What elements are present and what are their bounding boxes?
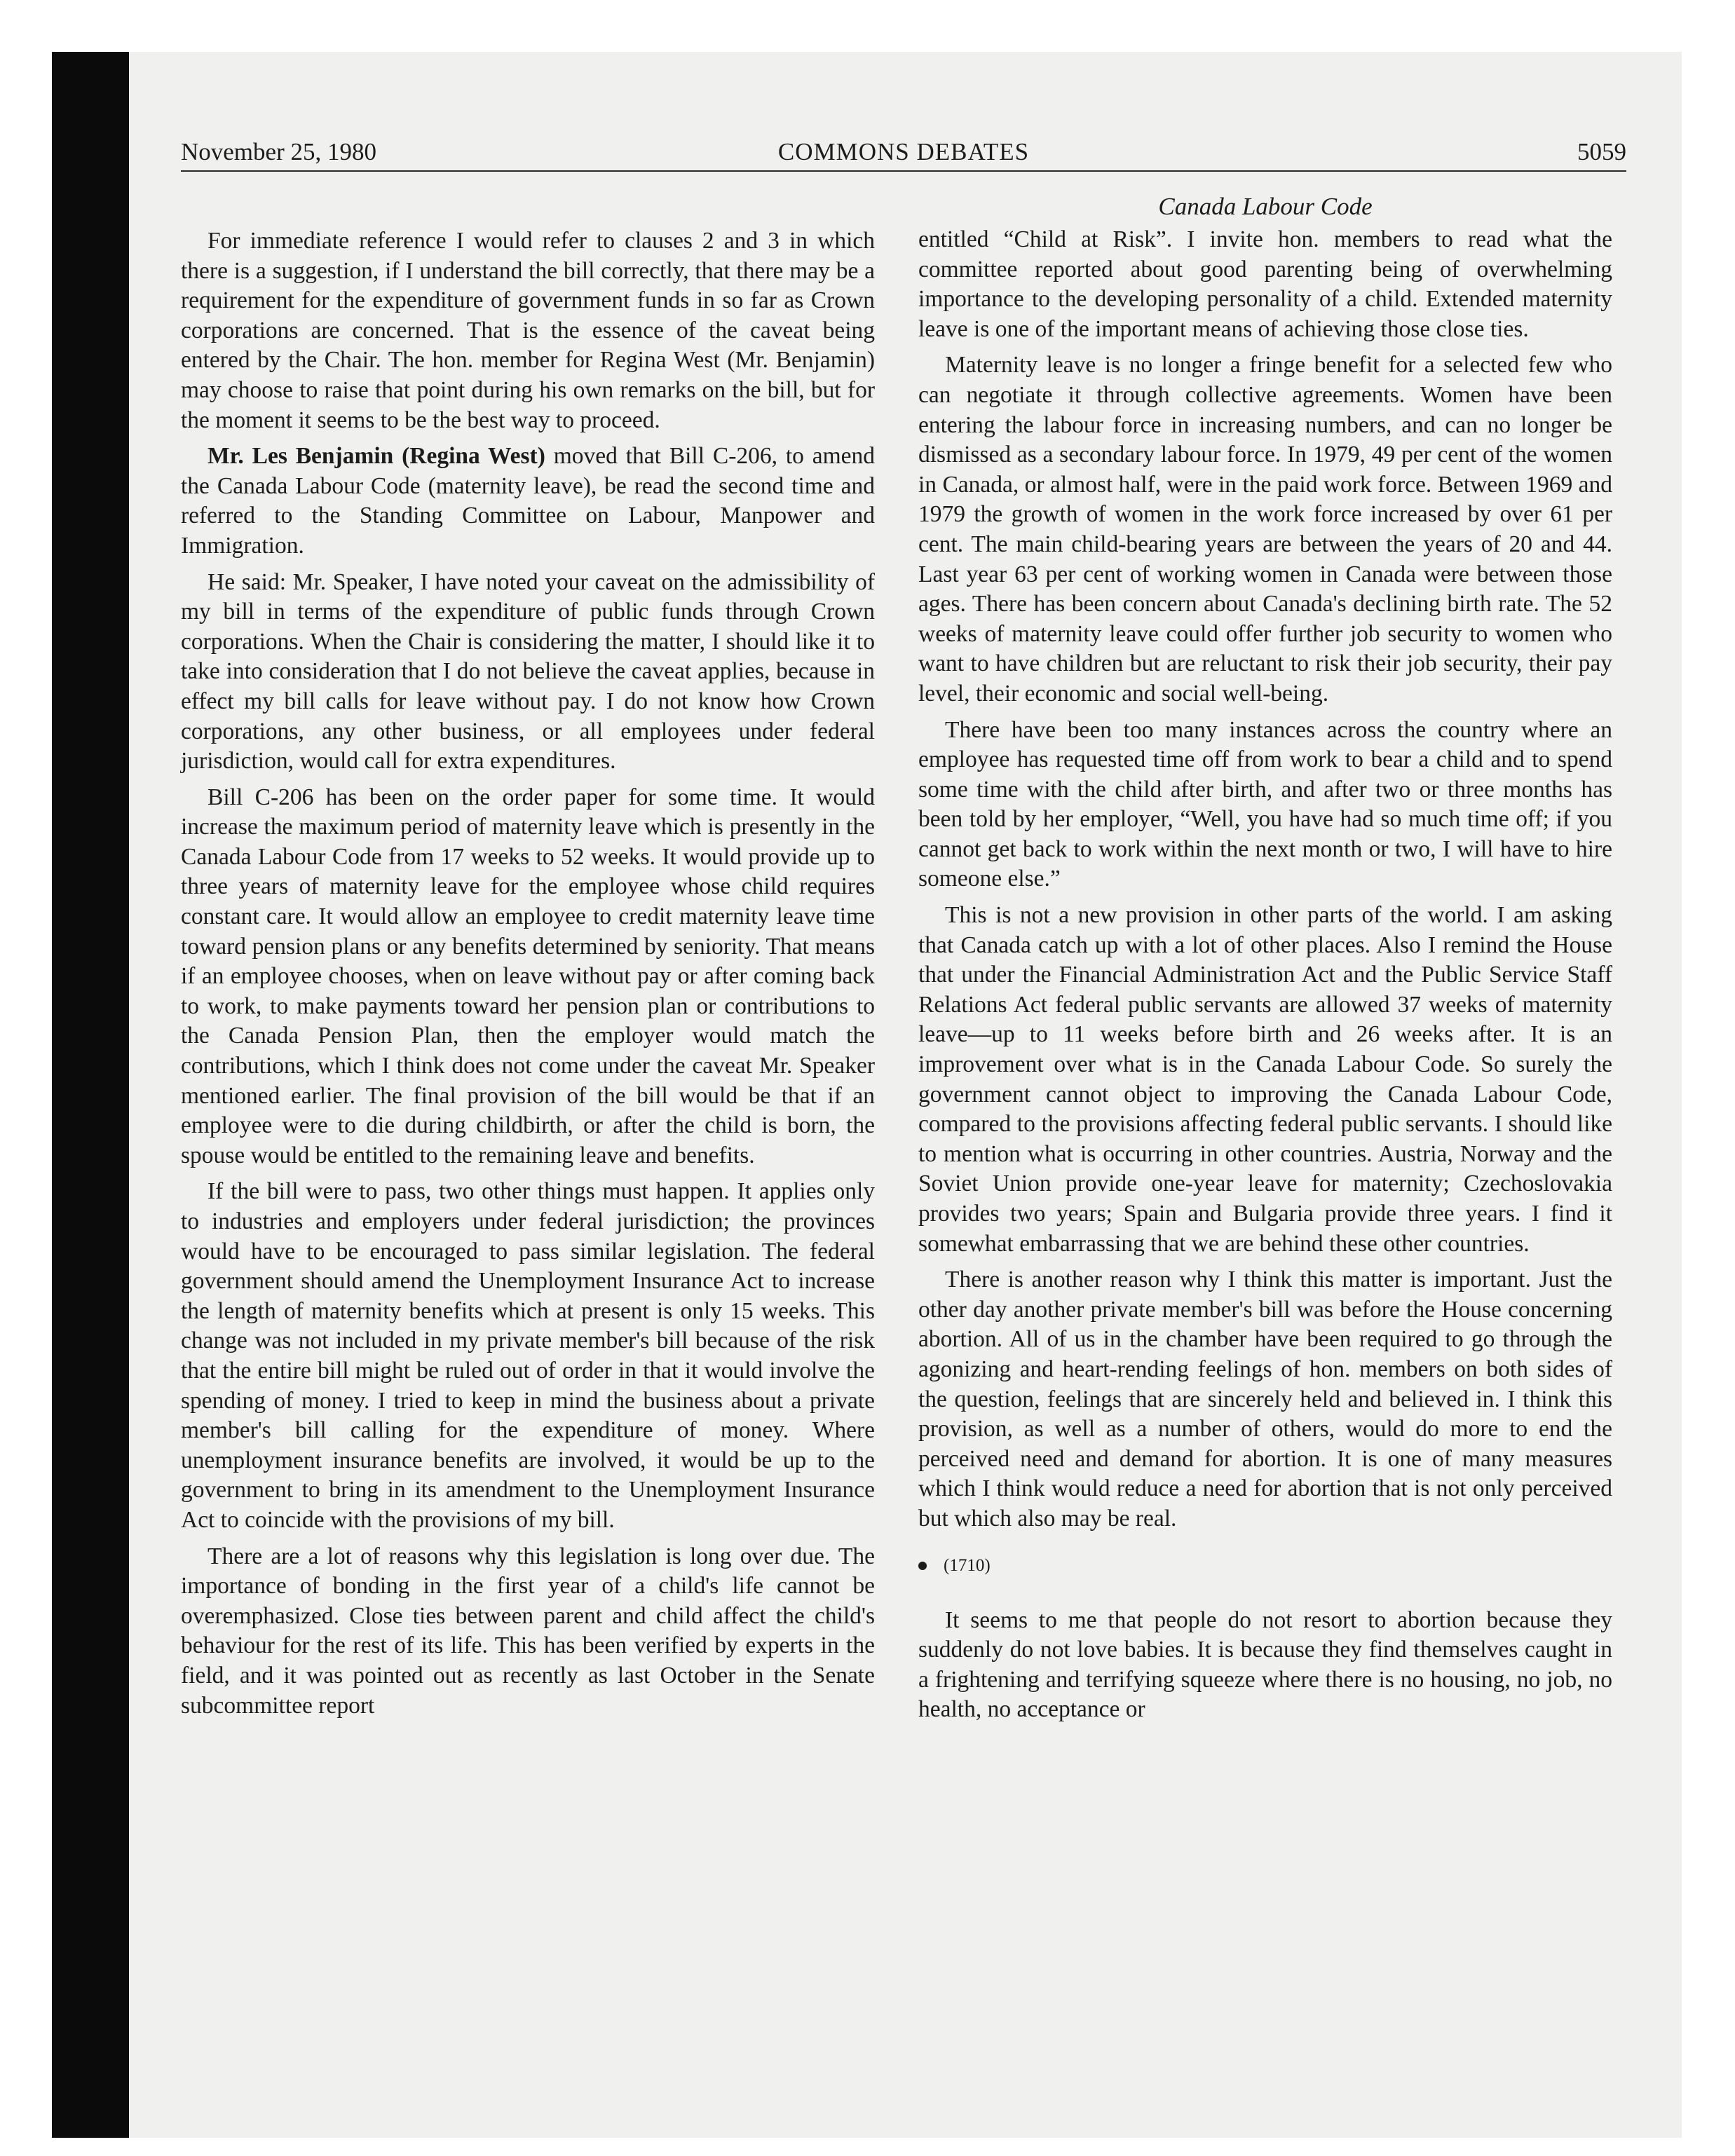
- paragraph: There is another reason why I think this matter is important. Just the other day another private member's bill was before the House concerning abortion. All of us in the chamber have been required to go through the agonizing and heart-rending feelings of hon. members on both sides of the question, feelings that are sincerely held and believed in. I think this provision, as well as a number of others, would do more to end the perceived need and demand for abortion. It is one of many measures which I think would reduce a need for abortion that is not only perceived but which also may be real.: [918, 1267, 1612, 1531]
- paragraph: There are a lot of reasons why this legislation is long over due. The importance of bonding in the first year of a child's life cannot be overemphasized. Close ties between parent and child affect the child's behaviour for the rest of its life. This has been verified by experts in the field, and it was pointed out as recently as last October in the Senate subcommittee report: [181, 1543, 875, 1719]
- paragraph: It seems to me that people do not resort to abortion because they suddenly do not love babies. It is because they find themselves caught in a frightening and terrifying squeeze where there is no housing, no job, no health, no acceptance or: [918, 1606, 1612, 1723]
- paragraph: Maternity leave is no longer a fringe benefit for a selected few who can negotiate it through collective agreements. Women have been entering the labour force in increasing numbers, and can no longer be dismissed as a secondary labour force. In 1979, 49 per cent of the women in Canada, or almost half, were in the paid work force. Between 1969 and 1979 the growth of women in the work force increased by over 61 per cent. The main child-bearing years are between the years of 20 and 44. Last year 63 per cent of working women in Canada were between those ages. There has been concern about Canada's declining birth rate. The 52 weeks of maternity leave could offer further job security to women who want to have children but are reluctant to risk their job security, their pay level, their economic and social well-being.: [918, 352, 1612, 707]
- binding-edge: [52, 52, 129, 2138]
- paragraph: There have been too many instances across the country where an employee has requested time off from work to bear a child and to spend some time with the child after birth, and after two or three months has been told by her employer, “Well, you have had so much time off; if you cannot get back to work within the next month or two, I will have to hire someone else.”: [918, 716, 1612, 892]
- hansard-page: [181, 137, 1626, 1723]
- bullet-icon: [918, 1562, 927, 1570]
- running-header: [181, 137, 1626, 172]
- paragraph: For immediate reference I would refer to clauses 2 and 3 in which there is a suggestion, if I understand the bill correctly, that there may be a requirement for the expenditure of government funds in so far as Crown corporations are concerned. That is the essence of the caveat being entered by the Chair. The hon. member for Regina West (Mr. Benjamin) may choose to raise that point during his own remarks on the bill, but for the moment it seems to be the best way to proceed.: [181, 228, 875, 433]
- paragraph: Bill C-206 has been on the order paper for some time. It would increase the maximum period of maternity leave which is presently in the Canada Labour Code from 17 weeks to 52 weeks. It would provide up to three years of maternity leave for the employee whose child requires constant care. It would allow an employee to credit maternity leave time toward pension plans or any benefits determined by seniority. That means if an employee chooses, when on leave without pay or after coming back to work, to make payments toward her pension plan or contributions to the Canada Pension Plan, then the employer would match the contributions, which I think does not come under the caveat Mr. Speaker mentioned earlier. The final provision of the bill would be that if an employee were to die during childbirth, or after the child is born, the spouse would be entitled to the remaining leave and benefits.: [181, 784, 875, 1168]
- section-title: Canada Labour Code: [1158, 193, 1373, 220]
- time-marker-label: (1710): [944, 1555, 991, 1575]
- paragraph-motion: [181, 442, 875, 561]
- motion-text: moved that Bill C-206, to amend the Canada Labour Code (maternity leave), be read the second time and referred to the Standing Committee on Labour, Manpower and Immigration.: [181, 443, 875, 559]
- header-journal-title: COMMONS DEBATES: [777, 138, 1030, 165]
- header-date: November 25, 1980: [181, 138, 376, 165]
- left-column: [181, 226, 875, 1727]
- header-page-number: 5059: [1577, 138, 1626, 165]
- paragraph: This is not a new provision in other parts of the world. I am asking that Canada catch up with a lot of other places. Also I remind the House that under the Financial Administration Act and the Public Service Staff Relations Act federal public servants are allowed 37 weeks of maternity leave—up to 11 weeks before birth and 26 weeks after. It is an improvement over what is in the Canada Labour Code. So surely the government cannot object to improving the Canada Labour Code, compared to the provisions affecting federal public servants. I should like to mention what is occurring in other countries. Austria, Norway and the Soviet Union provide one-year leave for maternity; Czechoslovakia provides two years; Spain and Bulgaria provide three years. I find it somewhat embarrassing that we are behind these other countries.: [918, 902, 1612, 1257]
- time-marker: [918, 1555, 1612, 1576]
- right-column: [918, 191, 1612, 1731]
- paragraph: If the bill were to pass, two other things must happen. It applies only to industries and employers under federal jurisdiction; the provinces would have to be encouraged to pass similar legislation. The federal government should amend the Unemployment Insurance Act to increase the length of maternity benefits which at present is only 15 weeks. This change was not included in my private member's bill because of the risk that the entire bill might be ruled out of order in that it would involve the spending of money. I tried to keep in mind the business about a private member's bill calling for the expenditure of money. Where unemployment insurance benefits are involved, it would be up to the government to bring in its amendment to the Unemployment Insurance Act to coincide with the provisions of my bill.: [181, 1178, 875, 1533]
- paragraph: entitled “Child at Risk”. I invite hon. members to read what the committee reported about good parenting being of overwhelming importance to the developing personality of a child. Extended maternity leave is one of the important means of achieving those close ties.: [918, 226, 1612, 342]
- paragraph: He said: Mr. Speaker, I have noted your caveat on the admissibility of my bill in terms of the expenditure of public funds through Crown corporations. When the Chair is considering the matter, I should like it to take into consideration that I do not believe the caveat applies, because in effect my bill calls for leave without pay. I do not know how Crown corporations, any other business, or all employees under federal jurisdiction, would call for extra expenditures.: [181, 568, 875, 775]
- speaker-name: Mr. Les Benjamin (Regina West): [207, 443, 545, 470]
